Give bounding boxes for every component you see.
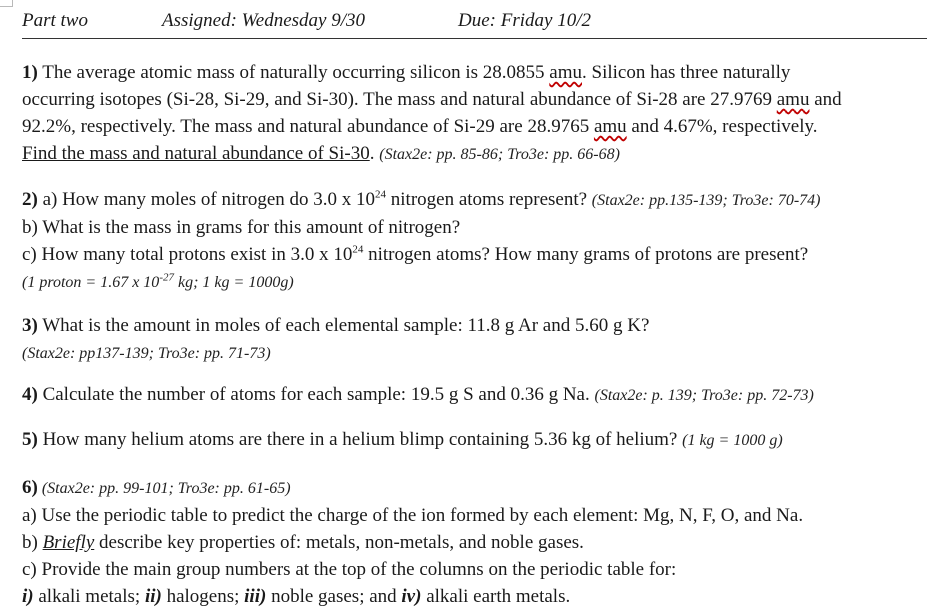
question-1-number: 1)	[22, 62, 38, 83]
briefly-word: Briefly	[42, 532, 95, 553]
exponent: 24	[352, 243, 364, 256]
question-1	[22, 59, 842, 168]
question-1-reference: (Stax2e: pp. 85-86; Tro3e: pp. 66-68)	[379, 146, 620, 163]
question-5-number: 5)	[22, 429, 38, 450]
question-5	[22, 426, 783, 454]
question-2-reference: (Stax2e: pp.135-139; Tro3e: 70-74)	[591, 192, 821, 209]
list-marker: iv)	[401, 586, 422, 607]
question-6	[22, 474, 803, 610]
question-2-number: 2)	[22, 189, 38, 210]
question-1-text: and	[809, 89, 842, 110]
question-1-text: The average atomic mass of naturally occurring silicon is 28.0855	[37, 62, 550, 83]
question-6-list	[22, 583, 803, 610]
question-2a-text: nitrogen atoms represent?	[386, 189, 592, 210]
assignment-header	[22, 0, 927, 39]
question-6a-text: a) Use the periodic table to predict the charge of the ion formed by each element: Mg, N, F, O, and Na.	[22, 505, 804, 526]
question-2a-text: a) How many moles of nitrogen do 3.0 x 10	[37, 189, 376, 210]
question-1-text: occurring isotopes (Si-28, Si-29, and Si-30). The mass and natural abundance of Si-28 are 27.9769	[22, 89, 777, 110]
question-1-task: Find the mass and natural abundance of Si-30	[22, 143, 370, 164]
question-2c-text: nitrogen atoms? How many grams of protons are present?	[363, 244, 809, 265]
part-label: Part two	[22, 10, 88, 31]
question-3-text: What is the amount in moles of each elemental sample: 11.8 g Ar and 5.60 g K?	[37, 315, 650, 336]
list-item: alkali metals;	[33, 586, 145, 607]
list-marker: ii)	[144, 586, 162, 607]
list-marker: i)	[22, 586, 34, 607]
list-item: alkali earth metals.	[421, 586, 571, 607]
question-2	[22, 186, 821, 296]
question-3	[22, 312, 649, 367]
list-item: noble gases; and	[266, 586, 402, 607]
question-1-text: and 4.67%, respectively.	[626, 116, 818, 137]
amu-word: amu	[593, 116, 627, 137]
question-4	[22, 381, 814, 409]
question-6-reference: (Stax2e: pp. 99-101; Tro3e: pp. 61-65)	[37, 480, 291, 497]
assigned-date: Assigned: Wednesday 9/30	[162, 10, 365, 31]
exponent: 24	[375, 188, 387, 201]
question-1-text: 92.2%, respectively. The mass and natural abundance of Si-29 are 28.9765	[22, 116, 594, 137]
page-corner-mark	[0, 0, 13, 7]
question-5-text: How many helium atoms are there in a helium blimp containing 5.36 kg of helium?	[37, 429, 683, 450]
amu-word: amu	[549, 62, 582, 83]
question-1-text: .	[369, 143, 380, 164]
question-1-text: . Silicon has three naturally	[582, 62, 791, 83]
question-4-text: Calculate the number of atoms for each sample: 19.5 g S and 0.36 g Na.	[37, 384, 595, 405]
question-6c-text: c) Provide the main group numbers at the top of the columns on the periodic table for:	[22, 559, 677, 580]
question-5-reference: (1 kg = 1000 g)	[682, 432, 783, 449]
question-2b-text: b) What is the mass in grams for this amount of nitrogen?	[22, 217, 461, 238]
list-item: halogens;	[161, 586, 245, 607]
list-marker: iii)	[244, 586, 267, 607]
question-6b-text: b)	[22, 532, 43, 553]
due-date: Due: Friday 10/2	[458, 10, 591, 31]
amu-word: amu	[776, 89, 810, 110]
question-4-reference: (Stax2e: p. 139; Tro3e: pp. 72-73)	[594, 387, 814, 404]
question-2c-text: c) How many total protons exist in 3.0 x 10	[22, 244, 353, 265]
question-3-reference: (Stax2e: pp137-139; Tro3e: pp. 71-73)	[22, 345, 271, 362]
question-6-number: 6)	[22, 477, 38, 498]
question-6b-text: describe key properties of: metals, non-metals, and noble gases.	[94, 532, 584, 553]
question-2-note: (1 proton = 1.67 x $10^{-27}$ kg; 1 kg = 1000g)	[22, 271, 294, 291]
question-3-number: 3)	[22, 315, 38, 336]
document-page	[22, 0, 927, 607]
question-4-number: 4)	[22, 384, 38, 405]
